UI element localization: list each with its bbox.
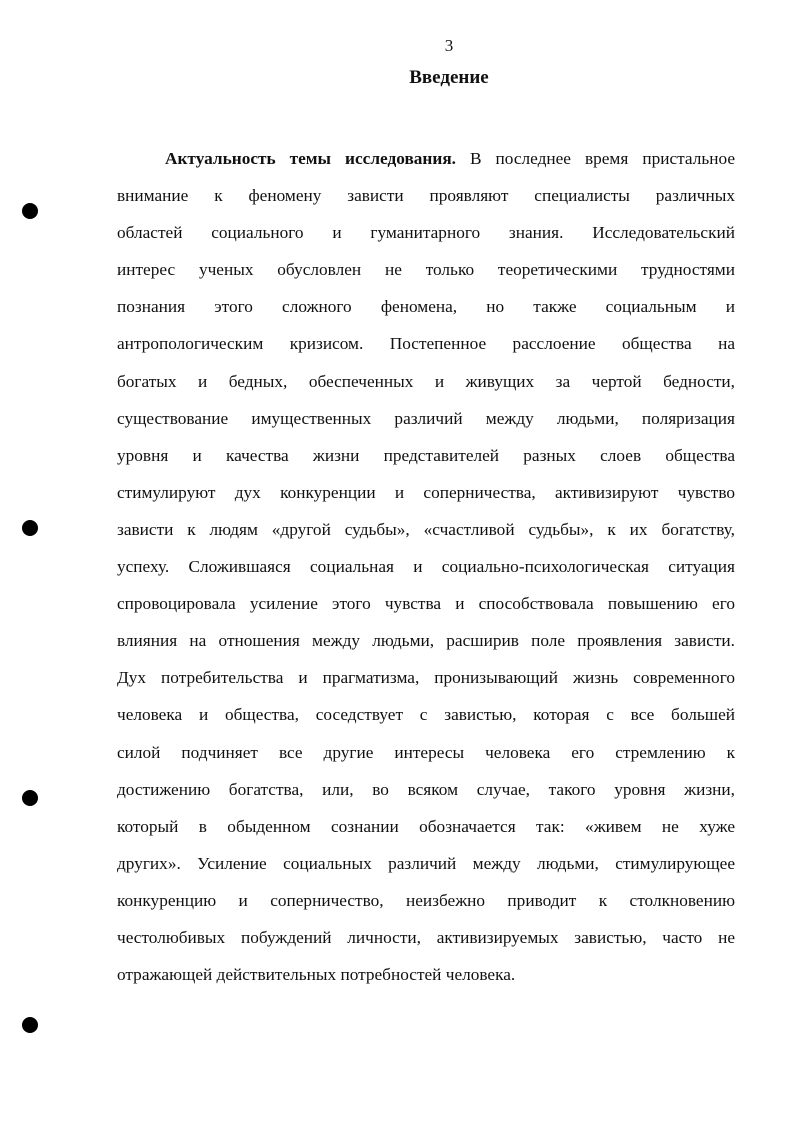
paragraph-line: познания этого сложного феномена, но также социальным и bbox=[117, 297, 735, 317]
paragraph-line: который в обыденном сознании обозначается так: «живем не хуже bbox=[117, 816, 735, 836]
punch-hole-bottom bbox=[22, 1017, 38, 1033]
paragraph-line: достижению богатства, или, во всяком случае, такого уровня жизни, bbox=[117, 779, 735, 799]
paragraph-line: человека и общества, соседствует с завистью, которая с все большей bbox=[117, 705, 735, 725]
paragraph-line: честолюбивых побуждений личности, активизируемых завистью, часто не bbox=[117, 927, 735, 947]
section-title: Введение bbox=[409, 67, 489, 88]
paragraph-line: зависти к людям «другой судьбы», «счастливой судьбы», к их богатству, bbox=[117, 519, 735, 539]
paragraph-line: внимание к феномену зависти проявляют специалисты различных bbox=[117, 186, 735, 206]
line-text: В последнее время пристальное bbox=[456, 149, 735, 168]
paragraph-line: богатых и бедных, обеспеченных и живущих за чертой бедности, bbox=[117, 371, 735, 391]
paragraph-line: влияния на отношения между людьми, расширив поле проявления зависти. bbox=[117, 631, 735, 651]
paragraph-line: Дух потребительства и прагматизма, пронизывающий жизнь современного bbox=[117, 668, 735, 688]
paragraph-line: конкуренцию и соперничество, неизбежно приводит к столкновению bbox=[117, 890, 735, 910]
paragraph-line: антропологическим кризисом. Постепенное расслоение общества на bbox=[117, 334, 735, 354]
body-paragraph bbox=[117, 140, 735, 993]
paragraph-line: интерес ученых обусловлен не только теоретическими трудностями bbox=[117, 260, 735, 280]
page-number: 3 bbox=[444, 36, 454, 55]
paragraph-line: существование имущественных различий между людьми, поляризация bbox=[117, 408, 735, 428]
paragraph-line: других». Усиление социальных различий между людьми, стимулирующее bbox=[117, 853, 735, 873]
paragraph-line: областей социального и гуманитарного знания. Исследовательский bbox=[117, 223, 735, 243]
paragraph-line-last: отражающей действительных потребностей человека. bbox=[117, 965, 516, 985]
lead-heading: Актуальность темы исследования. bbox=[165, 149, 456, 168]
punch-hole-top bbox=[22, 203, 38, 219]
punch-hole-lower-middle bbox=[22, 790, 38, 806]
paragraph-line: стимулируют дух конкуренции и соперничества, активизируют чувство bbox=[117, 482, 735, 502]
paragraph-line: уровня и качества жизни представителей разных слоев общества bbox=[117, 445, 735, 465]
paragraph-line: успеху. Сложившаяся социальная и социально-психологическая ситуация bbox=[117, 557, 735, 577]
paragraph-line-1 bbox=[117, 140, 735, 177]
paragraph-line: силой подчиняет все другие интересы человека его стремлению к bbox=[117, 742, 735, 762]
paragraph-line: спровоцировала усиление этого чувства и способствовала повышению его bbox=[117, 594, 735, 614]
punch-hole-upper-middle bbox=[22, 520, 38, 536]
